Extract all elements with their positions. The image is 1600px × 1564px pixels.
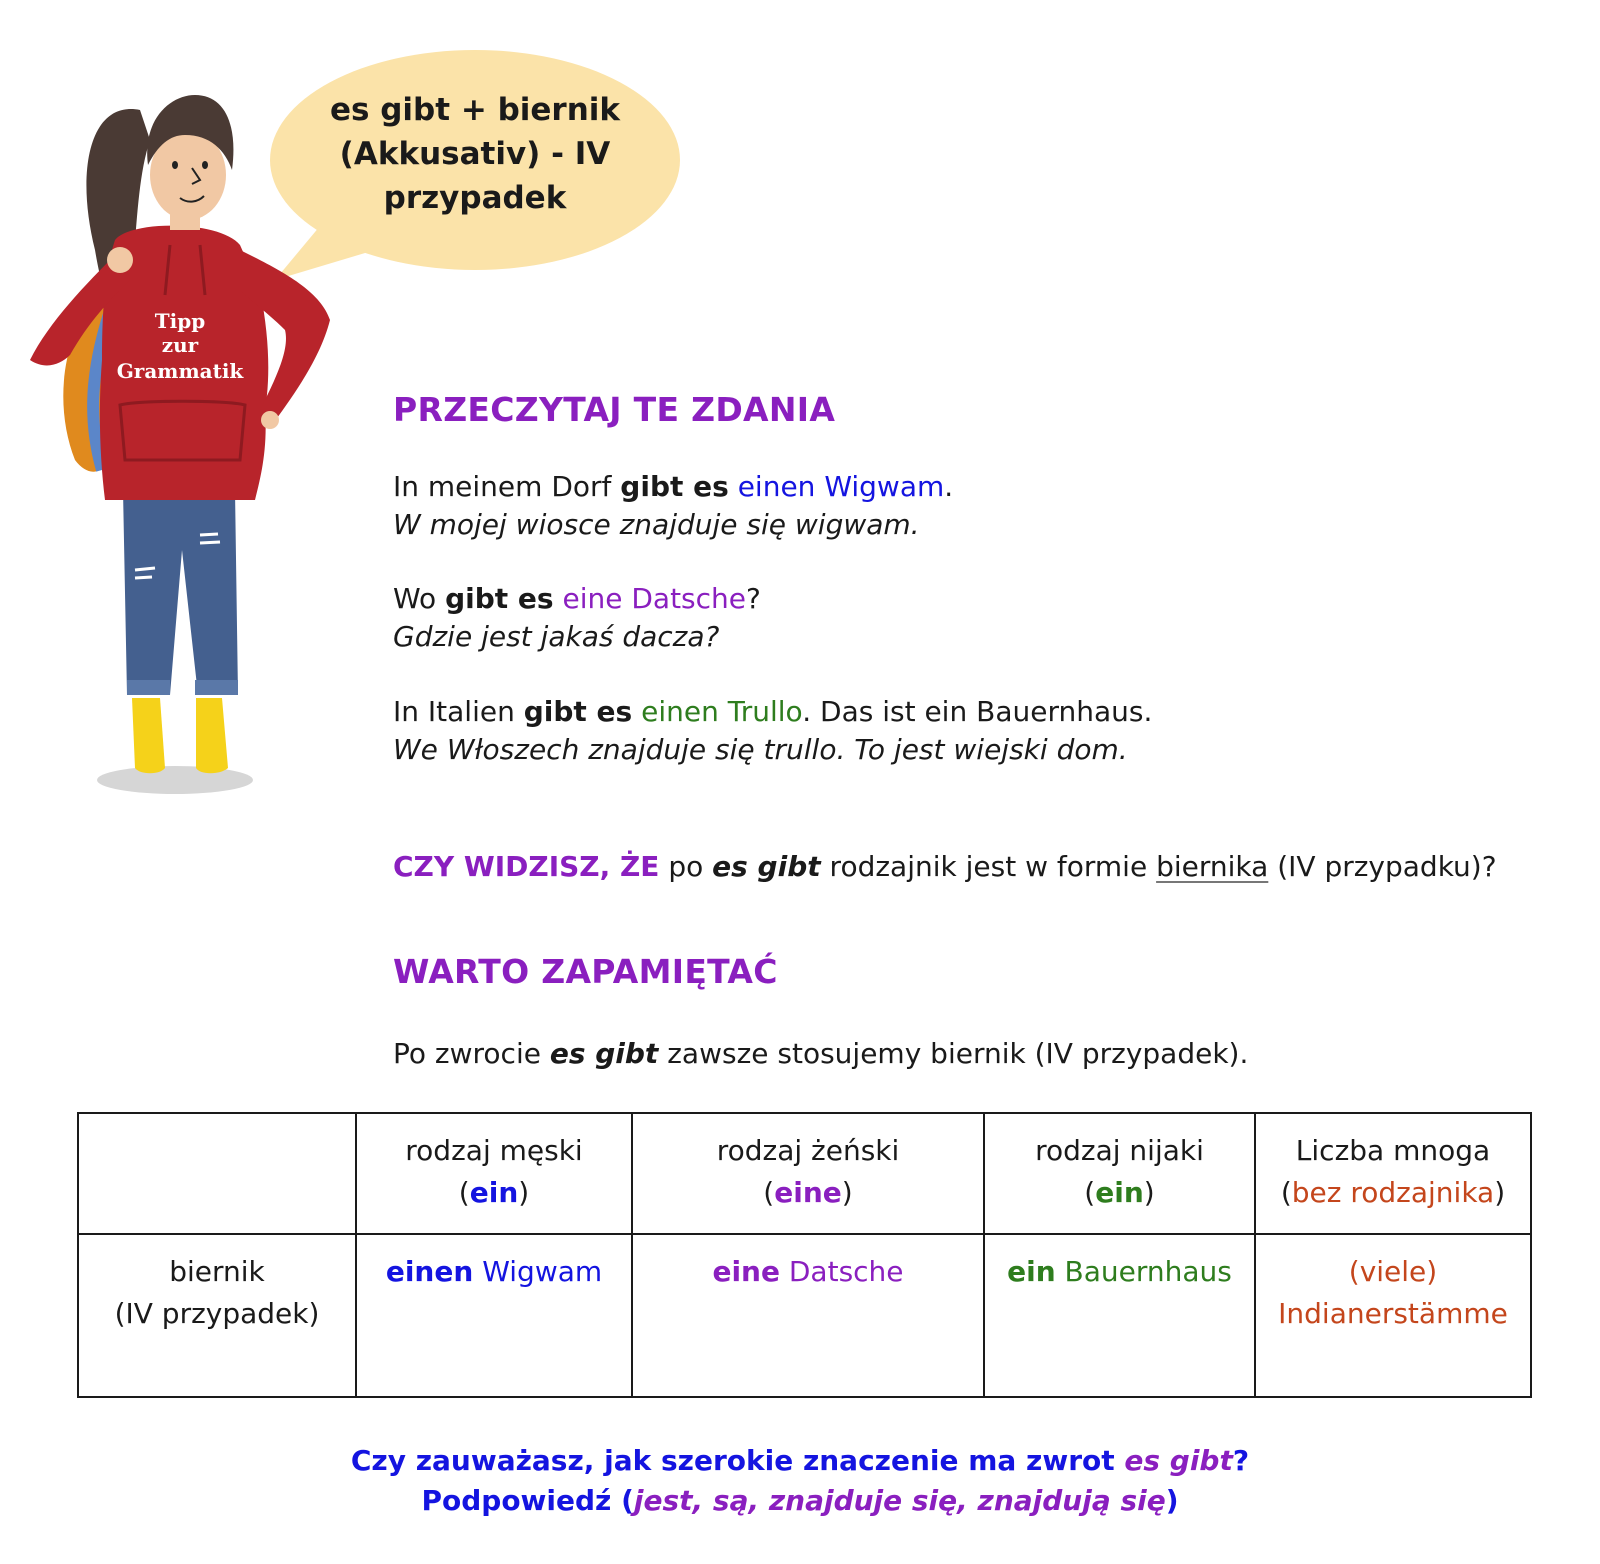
left-shoe [132, 698, 165, 773]
cell-neuter: ein Bauernhaus [984, 1234, 1255, 1397]
biernika-link[interactable]: biernika [1156, 850, 1269, 883]
header-neuter: rodzaj nijaki (ein) [984, 1113, 1255, 1234]
footer-question [0, 1441, 1600, 1521]
row-label-accusative: biernik (IV przypadek) [78, 1234, 356, 1397]
polish-translation: Gdzie jest jakaś dacza? [393, 620, 720, 653]
bubble-line-1: es gibt + biernik [329, 92, 621, 128]
hoodie-text-line-1: Tipp [154, 309, 206, 333]
polish-translation: W mojej wiosce znajduje się wigwam. [393, 508, 920, 541]
german-sentence: In Italien gibt es einen Trullo. Das ist ein Bauernhaus. [393, 695, 1153, 728]
jeans [123, 490, 238, 695]
table-row [78, 1234, 1531, 1397]
bubble-line-3: przypadek [383, 180, 567, 216]
question-lead: CZY WIDZISZ, ŻE [393, 850, 660, 883]
german-sentence: In meinem Dorf gibt es einen Wigwam. [393, 470, 954, 503]
table-corner-cell [78, 1113, 356, 1234]
floor-shadow [97, 766, 253, 794]
table-header-row [78, 1113, 1531, 1234]
question-sentence: CZY WIDZISZ, ŻE po es gibt rodzajnik jest w formie biernika (IV przypadku)? [393, 850, 1497, 883]
cell-feminine: eine Datsche [632, 1234, 984, 1397]
header-masculine: rodzaj męski (ein) [356, 1113, 632, 1234]
hoodie-text-line-2: zur [161, 333, 199, 357]
example-sentence-2 [393, 580, 761, 656]
polish-translation: We Włoszech znajduje się trullo. To jest wiejski dom. [393, 733, 1128, 766]
header-plural: Liczba mnoga (bez rodzajnika) [1255, 1113, 1531, 1234]
footer-line-1: Czy zauważasz, jak szerokie znaczenie ma zwrot es gibt? [350, 1444, 1250, 1477]
bubble-line-2: (Akkusativ) - IV [339, 136, 611, 172]
student-illustration [20, 80, 360, 810]
cell-plural: (viele) Indianerstämme [1255, 1234, 1531, 1397]
example-sentence-1 [393, 468, 953, 544]
german-sentence: Wo gibt es eine Datsche? [393, 582, 761, 615]
hoodie-text-line-3: Grammatik [116, 359, 244, 383]
cell-masculine: einen Wigwam [356, 1234, 632, 1397]
section-heading-remember: WARTO ZAPAMIĘTAĆ [393, 952, 778, 991]
section-heading-read: PRZECZYTAJ TE ZDANIA [393, 390, 836, 429]
header-feminine: rodzaj żeński (eine) [632, 1113, 984, 1234]
footer-line-2: Podpowiedź (jest, są, znajduje się, znajdują się) [421, 1484, 1179, 1517]
right-shoe [196, 698, 228, 773]
grammar-table [77, 1112, 1532, 1398]
example-sentence-3 [393, 693, 1152, 769]
rule-sentence: Po zwrocie es gibt zawsze stosujemy biernik (IV przypadek). [393, 1037, 1249, 1070]
